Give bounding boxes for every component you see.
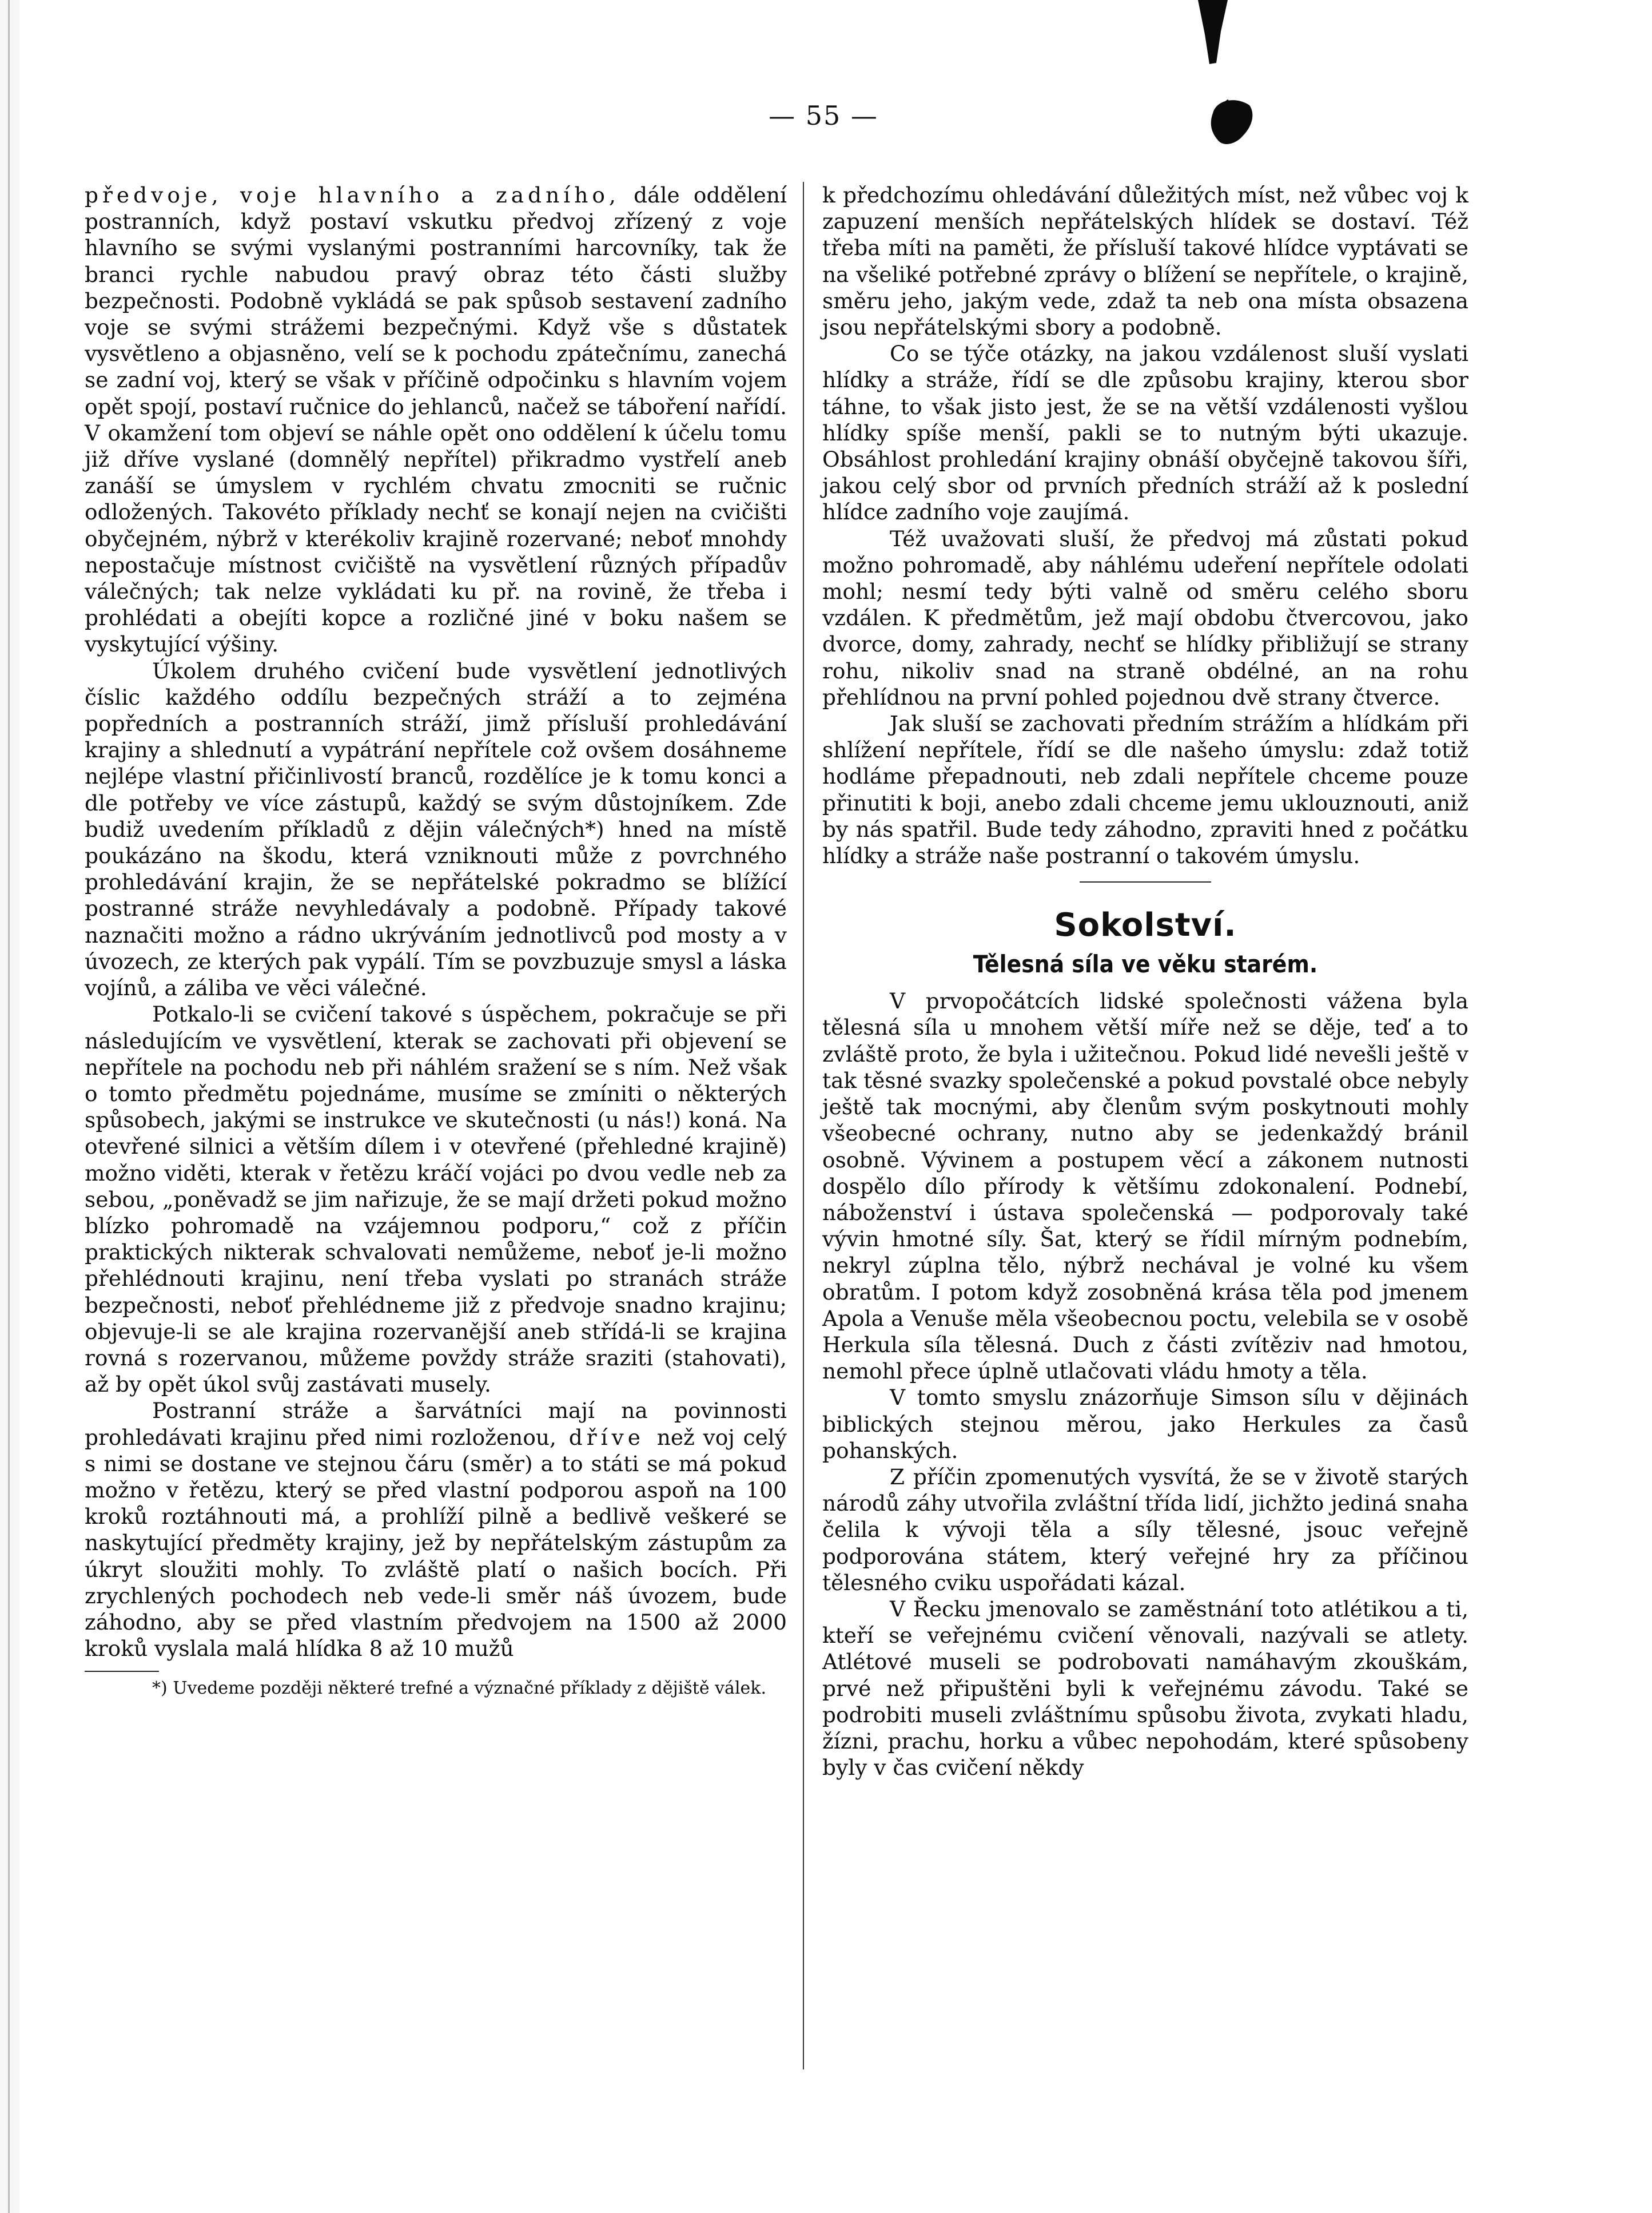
paragraph-text: dále oddělení postranních, když postaví vskutku předvoj zřízený z voje hlavního se svými vyslanými postranními harcovníky, tak že branci rychle nabudou pravý obraz této části služby bezpečnosti. Podobně vykládá se pak spůsob sestavení zadního voje se svými strážemi bezpečnými. Když vše s důstatek vysvětleno a objasněno, velí se k pochodu zpátečnímu, zanechá se zadní voj, který se však v příčině odpočinku s hlavním vojem opět spojí, postaví ručnice do jehlanců, načež se táboření nařídí. V okamžení tom objeví se náhle opět ono oddělení k účelu tomu již dříve vyslané (domnělý nepřítel) přikradmo vystřelí aneb zanáší se úmyslem v rychlém chvatu zmocniti se ručnic odložených. Takovéto příklady nechť se konají nejen na cvičišti obyčejném, nýbrž v kterékoliv krajině rozervané; neboť mnohdy nepostačuje místnost cvičiště na vysvětlení různých případův válečných; tak nelze vykládati ku př. na rovině, že třeba i prohlédati a obejíti kopce a rozličné jiné v boku našem se vyskytující výšiny. bbox=[85, 182, 787, 657]
paragraph: Též uvažovati sluší, že předvoj má zůstati pokud možno pohromadě, aby náhlému udeření nepřítele odolati mohl; nesmí tedy býti valně od směru celého sboru vzdálen. K předmětům, jež mají obdobu čtvercovou, jako dvorce, domy, zahrady, nechť se hlídky přibližují se strany rohu, nikoliv snad na straně obdélné, an na rohu přehlídnou na první pohled pojednou dvě strany čtverce. bbox=[822, 526, 1468, 710]
paragraph: Z příčin zpomenutých vysvítá, že se v životě starých národů záhy utvořila zvláštní třída lidí, jichžto jediná snaha čelila k vývoji těla a síly tělesné, jsouc veřejně podporována státem, který veřejné hry za příčinou tělesného cviku uspořádati kázal. bbox=[822, 1464, 1468, 1595]
section-divider bbox=[1080, 881, 1211, 883]
paragraph bbox=[85, 1397, 787, 1662]
ink-blot-mark bbox=[1209, 96, 1255, 148]
paragraph: k předchozímu ohledávání důležitých míst, než vůbec voj k zapuzení menších nepřátelských hlídek se dostaví. Též třeba míti na paměti, že přísluší takové hlídce vyptávati se na všeliké potřebné zprávy o blížení se nepřítele, o krajině, směru jeho, jakým vede, zdaž ta neb ona místa obsazena jsou nepřátelskými sbory a podobně. bbox=[822, 182, 1468, 340]
ink-blot-mark bbox=[1192, 0, 1232, 69]
scan-edge bbox=[0, 0, 19, 2213]
column-divider bbox=[803, 182, 804, 2069]
paragraph bbox=[85, 182, 787, 658]
left-column bbox=[85, 182, 787, 1699]
spaced-text: předvoje, voje hlavního a zadního, bbox=[85, 182, 620, 208]
paragraph: Úkolem druhého cvičení bude vysvětlení jednotlivých číslic každého oddílu bezpečných stráží a to zejména popředních a postranních stráží, jimž přísluší prohledávání krajiny a shlednutí a vypátrání nepřítele což ovšem dosáhneme nejlépe vlastní přičinlivostí branců, rozdělíce je k tomu konci a dle potřeby ve více zástupů, každý se svým důstojníkem. Zde budiž uvedením příkladů z dějin válečných*) hned na místě poukázáno na škodu, která vzniknouti může z povrchného prohledávání krajin, že se nepřátelské pokradmo se blížící postranné stráže nevyhledávaly a podobně. Případy takové naznačiti možno a rádno ukrýváním jednotlivců pod mosty a v úvozech, ze kterých pak vypálí. Tím se povzbuzuje smysl a láska vojínů, a záliba ve věci válečné. bbox=[85, 658, 787, 1001]
footnote-rule bbox=[85, 1671, 159, 1672]
spaced-text: dříve bbox=[556, 1424, 657, 1450]
paragraph: Jak sluší se zachovati předním strážím a hlídkám při shlížení nepřítele, řídí se dle našeho úmyslu: zdaž totiž hodláme přepadnouti, neb zdali nepřítele chceme pouze přinutiti k boji, anebo zdali chceme jemu uklouznouti, aniž by nás spatřil. Bude tedy záhodno, zpraviti hned z počátku hlídky a stráže naše postranní o takovém úmyslu. bbox=[822, 711, 1468, 869]
paragraph: V Řecku jmenovalo se zaměstnání toto atlétikou a ti, kteří se veřejnému cvičení věnovali, nazývali se atlety. Atlétové museli se podrobovati namáhavým zkouškám, prvé než připuštěni byli k veřejnému závodu. Také se podrobiti museli zvláštnímu spůsobu života, zvykati hladu, žízni, prachu, horku a vůbec nepohodám, které spůsobeny byly v čas cvičení někdy bbox=[822, 1596, 1468, 1781]
paragraph: Co se týče otázky, na jakou vzdálenost sluší vyslati hlídky a stráže, řídí se dle způsobu krajiny, kterou sbor táhne, to však jisto jest, že se na větší vzdálenosti vyšlou hlídky spíše menší, pakli se to nutným býti ukazuje. Obsáhlost prohledání krajiny obnáší obyčejně takovou šíři, jakou celý sbor od prvních předních stráží až k poslední hlídce zadního voje zaujímá. bbox=[822, 341, 1468, 525]
article-subtitle: Tělesná síla ve věku starém. bbox=[973, 950, 1318, 979]
right-column bbox=[822, 182, 1468, 1781]
paragraph: Potkalo-li se cvičení takové s úspěchem, pokračuje se při následujícím ve vysvětlení, kterak se zachovati při objevení se nepřítele na pochodu neb při náhlém sražení se s ním. Než však o tomto předmětu pojednáme, musíme se zmíniti o některých spůsobech, jakými se instrukce ve skutečnosti (u nás!) koná. Na otevřené silnici a větším dílem i v otevřené (přehledné krajině) možno viděti, kterak v řetězu kráčí vojáci po dvou vedle neb za sebou, „poněvadž se jim nařizuje, že se mají držeti pokud možno blízko pohromadě na vzájemnou podporu,“ což z příčin praktických nikterak schvalovati nemůžeme, neboť je-li možno přehlédnouti krajinu, není třeba vyslati po stranách stráže bezpečnosti, neboť přehlédneme již z předvoje snadno krajinu; objevuje-li se ale krajina rozervanější aneb střídá-li se krajina rovná s rozervanou, můžeme povždy stráže sraziti (stahovati), až by opět úkol svůj zastávati musely. bbox=[85, 1002, 787, 1397]
paragraph: V prvopočátcích lidské společnosti vážena byla tělesná síla u mnohem větší míře než se děje, teď a to zvláště proto, že byla i užitečnou. Pokud lidé nevešli ještě v tak těsné svazky společenské a pokud povstalé obce nebyly ještě tak mocnými, aby členům svým poskytnouti mohly všeobecné ochrany, nutno aby se jedenkaždý bránil osobně. Vývinem a postupem věcí a zákonem nutnosti dospělo dílo přírody k většímu zdokonalení. Podnebí, náboženství i ústava společenská — podporovaly také vývin hmotné síly. Šat, který se řídil mírným podnebím, nekryl zúplna tělo, nýbrž nechával je volné ku všem obratům. I potom když zosobněná krása těla pod jmenem Apola a Venuše měla všeobecnou poctu, velebila se v osobě Herkula síla tělesná. Duch z části zvítěziv nad hmotou, nemohl přece úplně utlačovati vládu hmoty a těla. bbox=[822, 988, 1468, 1384]
paragraph-text: než voj celý s nimi se dostane ve stejnou čáru (směr) a to státi se má pokud možno v řetězu, který se před vlastní podporou aspoň na 100 kroků roztáhnouti má, a prohlíží pilně a bedlivě veškeré se naskytující předměty krajiny, jež by nepřátelským zástupům za úkryt sloužiti mohly. To zvláště platí o našich bocích. Při zrychlených pochodech neb vede-li směr náš úvozem, bude záhodno, aby se před vlastním předvojem na 1500 až 2000 kroků vyslala malá hlídka 8 až 10 mužů bbox=[85, 1424, 787, 1662]
paragraph: V tomto smyslu znázorňuje Simson sílu v dějinách biblických stejnou měrou, jako Herkules za časů pohanských. bbox=[822, 1385, 1468, 1463]
footnote: *) Uvedeme později některé trefné a význačné příklady z dějiště válek. bbox=[152, 1678, 767, 1699]
page-number: — 55 — bbox=[769, 100, 878, 131]
paragraph-text: Postranní stráže a šarvátníci mají na povinnosti prohledávati krajinu před nimi rozloženou, bbox=[85, 1398, 787, 1450]
section-title: Sokolství. bbox=[1054, 907, 1237, 944]
